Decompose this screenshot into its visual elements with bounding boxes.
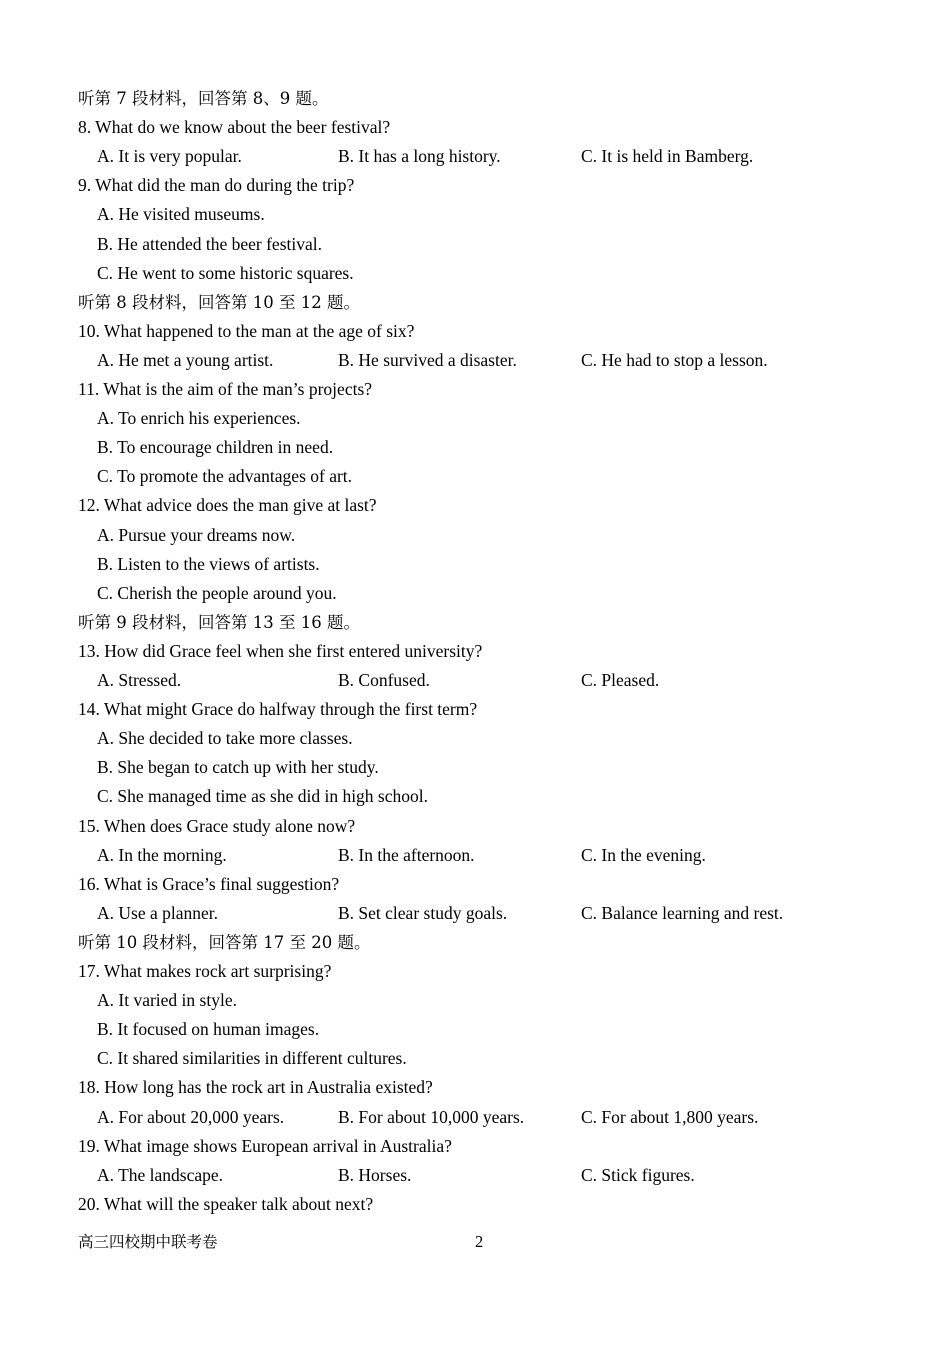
option-line (0, 259, 950, 288)
option-row (0, 1103, 950, 1132)
option-text: C. She managed time as she did in high school. (97, 786, 428, 807)
option-text: A. The landscape. (97, 1164, 224, 1185)
option-text: C. He went to some historic squares. (97, 262, 354, 283)
option-text: B. It has a long history. (338, 146, 501, 167)
question (0, 317, 950, 346)
question (0, 812, 950, 841)
option-text: A. She decided to take more classes. (97, 728, 353, 749)
option-text: B. In the afternoon. (338, 844, 475, 865)
option-row (0, 346, 950, 375)
question-text: 13. How did Grace feel when she first entered university? (78, 640, 483, 661)
question (0, 957, 950, 986)
option-row (0, 899, 950, 928)
option-text: A. Use a planner. (97, 902, 219, 923)
section-heading-text: 听第 7 段材料，回答第 8、9 题。 (78, 89, 329, 108)
option-text: B. He attended the beer festival. (97, 233, 322, 254)
section-heading (0, 928, 950, 957)
option-row (0, 841, 950, 870)
option-text: B. Listen to the views of artists. (97, 553, 320, 574)
option-line (0, 230, 950, 259)
option-text: A. He met a young artist. (97, 349, 274, 370)
question (0, 637, 950, 666)
option-text: B. Horses. (338, 1164, 412, 1185)
question (0, 870, 950, 899)
option-line (0, 753, 950, 782)
question (0, 113, 950, 142)
option-line (0, 1044, 950, 1073)
option-row (0, 666, 950, 695)
question-text: 16. What is Grace’s final suggestion? (78, 873, 340, 894)
option-line (0, 200, 950, 229)
option-text: C. Cherish the people around you. (97, 582, 337, 603)
question (0, 491, 950, 520)
option-line (0, 782, 950, 811)
option-line (0, 579, 950, 608)
option-text: A. It is very popular. (97, 146, 242, 167)
option-text: B. Set clear study goals. (338, 902, 508, 923)
option-text: A. For about 20,000 years. (97, 1106, 285, 1127)
option-text: C. To promote the advantages of art. (97, 466, 353, 487)
option-text: C. It is held in Bamberg. (581, 146, 754, 167)
option-text: A. It varied in style. (97, 990, 237, 1011)
option-line (0, 724, 950, 753)
question (0, 1132, 950, 1161)
option-text: A. Pursue your dreams now. (97, 524, 296, 545)
section-heading (0, 84, 950, 113)
option-line (0, 404, 950, 433)
option-line (0, 521, 950, 550)
option-row (0, 1161, 950, 1190)
option-text: C. It shared similarities in different cultures. (97, 1048, 407, 1069)
question-text: 14. What might Grace do halfway through the first term? (78, 699, 478, 720)
question (0, 171, 950, 200)
option-line (0, 986, 950, 1015)
question-text: 8. What do we know about the beer festival? (78, 117, 391, 138)
question (0, 1190, 950, 1219)
option-line (0, 1015, 950, 1044)
option-text: C. For about 1,800 years. (581, 1106, 759, 1127)
option-line (0, 550, 950, 579)
page-number: 2 (475, 1232, 484, 1251)
question (0, 375, 950, 404)
option-text: B. It focused on human images. (97, 1019, 320, 1040)
option-line (0, 462, 950, 491)
option-text: B. To encourage children in need. (97, 437, 334, 458)
question-text: 11. What is the aim of the man’s projects? (78, 379, 373, 399)
question (0, 1073, 950, 1102)
option-text: A. Stressed. (97, 670, 182, 690)
section-heading-text: 听第 8 段材料，回答第 10 至 12 题。 (78, 292, 360, 312)
option-text: B. Confused. (338, 670, 430, 690)
section-heading (0, 288, 950, 317)
question (0, 695, 950, 724)
section-heading (0, 608, 950, 637)
option-text: C. Pleased. (581, 670, 660, 690)
option-text: C. He had to stop a lesson. (581, 349, 768, 370)
question-text: 12. What advice does the man give at last? (78, 495, 377, 516)
option-text: B. For about 10,000 years. (338, 1106, 525, 1127)
question-text: 9. What did the man do during the trip? (78, 175, 355, 196)
question-text: 17. What makes rock art surprising? (78, 961, 332, 981)
footer-title: 高三四校期中联考卷 (78, 1233, 218, 1251)
section-heading-text: 听第 10 段材料，回答第 17 至 20 题。 (78, 932, 371, 952)
option-text: A. He visited museums. (97, 204, 265, 225)
question-text: 10. What happened to the man at the age of six? (78, 320, 415, 341)
question-text: 15. When does Grace study alone now? (78, 815, 356, 836)
option-text: B. She began to catch up with her study. (97, 757, 379, 778)
option-text: A. In the morning. (97, 844, 227, 865)
option-text: C. In the evening. (581, 844, 706, 865)
question-text: 20. What will the speaker talk about next? (78, 1193, 374, 1214)
question-text: 18. How long has the rock art in Australia existed? (78, 1077, 433, 1098)
option-text: B. He survived a disaster. (338, 349, 517, 370)
option-text: C. Stick figures. (581, 1164, 695, 1185)
option-line (0, 433, 950, 462)
question-text: 19. What image shows European arrival in Australia? (78, 1135, 452, 1156)
section-heading-text: 听第 9 段材料，回答第 13 至 16 题。 (78, 612, 360, 632)
option-text: A. To enrich his experiences. (97, 408, 301, 429)
option-row (0, 142, 950, 171)
option-text: C. Balance learning and rest. (581, 902, 784, 923)
